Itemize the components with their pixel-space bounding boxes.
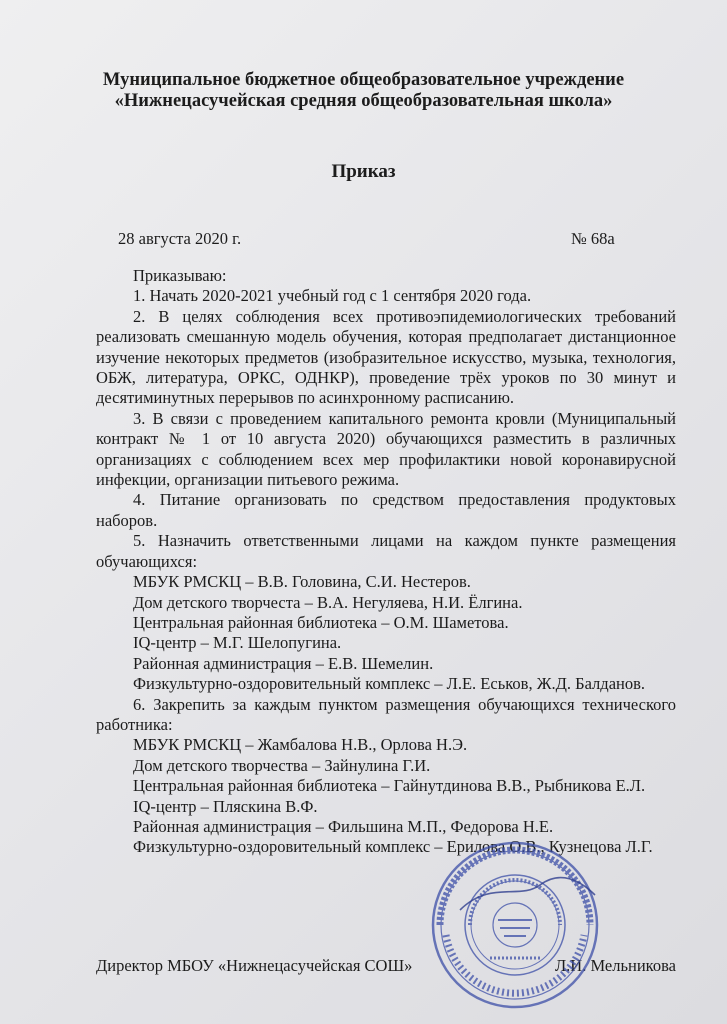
order-intro: Приказываю: bbox=[133, 266, 227, 285]
order-body bbox=[96, 266, 676, 858]
responsible-line: Районная администрация – Е.В. Шемелин. bbox=[133, 653, 434, 673]
order-number: № 68а bbox=[571, 229, 615, 248]
technical-line: Районная администрация – Фильшина М.П., Федорова Н.Е. bbox=[133, 816, 554, 836]
responsible-line: МБУК РМСКЦ – В.В. Головина, С.И. Нестеров. bbox=[133, 572, 471, 592]
technical-line: Дом детского творчества – Зайнулина Г.И. bbox=[133, 755, 431, 775]
document-header bbox=[0, 70, 727, 112]
document-title: Приказ bbox=[331, 161, 396, 182]
order-item-4: 4. Питание организовать по средством предоставления продуктовых наборов. bbox=[96, 490, 676, 530]
responsible-line: IQ-центр – М.Г. Шелопугина. bbox=[133, 633, 342, 653]
technical-line: Центральная районная библиотека – Гайнутдинова В.В., Рыбникова Е.Л. bbox=[133, 776, 646, 796]
order-item-1: 1. Начать 2020-2021 учебный год с 1 сентября 2020 года. bbox=[133, 286, 532, 306]
responsible-line: Центральная районная библиотека – О.М. Шаметова. bbox=[133, 612, 509, 632]
technical-line: IQ-центр – Пляскина В.Ф. bbox=[133, 796, 318, 816]
technical-line: Физкультурно-оздоровительный комплекс – Ерилова О.В., Кузнецова Л.Г. bbox=[133, 837, 653, 857]
responsible-line: Физкультурно-оздоровительный комплекс – Л.Е. Еськов, Ж.Д. Балданов. bbox=[133, 674, 646, 694]
order-item-3: 3. В связи с проведением капитального ремонта кровли (Муниципальный контракт № 1 от 10 августа 2020) обучающихся разместить в различных организациях с соблюдением всех мер профилактики новой коронавирусной инфекции, организации питьевого режима. bbox=[96, 408, 676, 490]
official-stamp-icon bbox=[430, 840, 600, 1010]
technical-line: МБУК РМСКЦ – Жамбалова Н.В., Орлова Н.Э. bbox=[133, 735, 468, 755]
responsible-line: Дом детского творчеста – В.А. Негуляева, Н.И. Ёлгина. bbox=[133, 592, 523, 612]
header-school-name: «Нижнецасучейская средняя общеобразовательная школа» bbox=[114, 91, 613, 111]
order-item-5: 5. Назначить ответственными лицами на каждом пункте размещения обучающихся: bbox=[96, 531, 676, 571]
order-date: 28 августа 2020 г. bbox=[118, 229, 242, 248]
signature-title: Директор МБОУ «Нижнецасучейская СОШ» bbox=[96, 956, 413, 975]
signature-name: Л.И. Мельникова bbox=[554, 956, 676, 975]
order-item-2: 2. В целях соблюдения всех противоэпидемиологических требований реализовать смешанную модель обучения, которая предполагает дистанционное изучение некоторых предметов (изобразительное искусство, музыка, технология, ОБЖ, литература, ОРКС, ОДНКР), проведение трёх уроков по 30 минут и десятиминутных перерывов по асинхронному расписанию. bbox=[96, 306, 676, 408]
header-institution-type: Муниципальное бюджетное общеобразовательное учреждение bbox=[102, 70, 625, 90]
order-item-6: 6. Закрепить за каждым пунктом размещения обучающихся технического работника: bbox=[96, 694, 676, 734]
